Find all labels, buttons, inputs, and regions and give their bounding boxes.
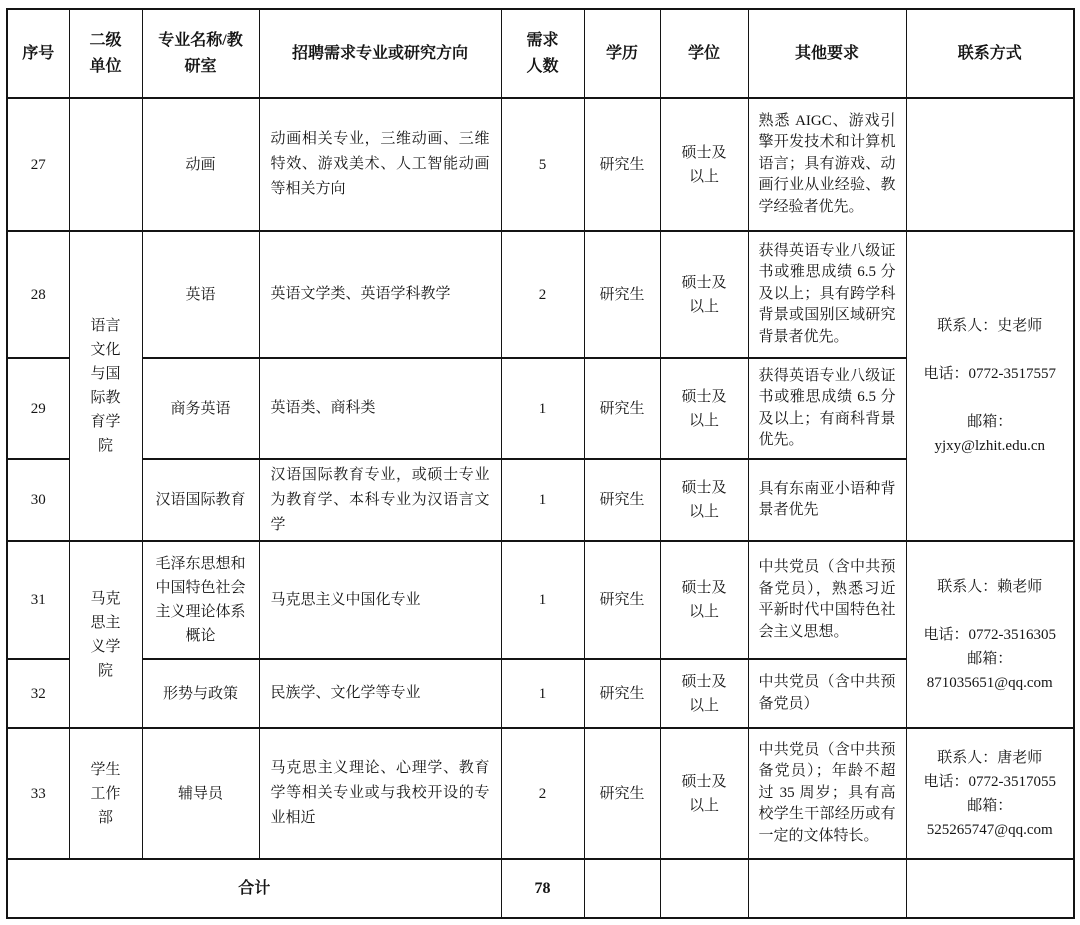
- cell-office: 形势与政策: [142, 659, 259, 728]
- cell-unit-empty: [69, 98, 142, 231]
- cell-count: 1: [501, 659, 584, 728]
- cell-degree: [660, 358, 748, 459]
- contact-phone: 电话：0772-3516305: [923, 626, 1056, 643]
- cell-office: 汉语国际教育: [142, 459, 259, 541]
- cell-contact-shi: [906, 231, 1074, 541]
- cell-degree: [660, 231, 748, 358]
- cell-no: 33: [7, 728, 69, 859]
- cell-other: 获得英语专业八级证书或雅思成绩 6.5 分及以上；有商科背景优先。: [748, 358, 906, 459]
- cell-major: 马克思主义中国化专业: [259, 541, 501, 659]
- unit-text: 马克思主义学院: [90, 590, 121, 679]
- total-count-cell: 78: [501, 859, 584, 918]
- total-row: [7, 859, 1074, 918]
- cell-contact-tang: [906, 728, 1074, 859]
- contact-email: 871035651@qq.com: [926, 674, 1053, 691]
- table-row: [7, 541, 1074, 659]
- cell-count: 2: [501, 728, 584, 859]
- cell-no: 27: [7, 98, 69, 231]
- contact-phone: 电话：0772-3517055: [923, 773, 1056, 790]
- degree-text: 硕士及以上: [681, 480, 727, 520]
- contact-person: 联系人：史老师: [937, 318, 1043, 334]
- cell-office: 动画: [142, 98, 259, 231]
- cell-education: 研究生: [584, 231, 660, 358]
- cell-other: 中共党员（含中共预备党员）；年龄不超过 35 周岁；具有高校学生干部经历或有一定的文体特长。: [748, 728, 906, 859]
- recruitment-table: [6, 8, 1075, 919]
- cell-other: 获得英语专业八级证书或雅思成绩 6.5 分及以上；具有跨学科背景或国别区域研究背景者优先。: [748, 231, 906, 358]
- contact-gap: [911, 338, 1070, 362]
- contact-person: 联系人：赖老师: [937, 578, 1043, 595]
- cell-education: 研究生: [584, 728, 660, 859]
- unit-text: 学生工作部: [90, 761, 121, 826]
- degree-text: 硕士及以上: [681, 580, 727, 620]
- cell-education: 研究生: [584, 541, 660, 659]
- cell-major: 英语文学类、英语学科教学: [259, 231, 501, 358]
- total-empty-education: [584, 859, 660, 918]
- degree-text: 硕士及以上: [681, 773, 727, 814]
- cell-other: 具有东南亚小语种背景者优先: [748, 459, 906, 541]
- header-count-label: 需求人数: [526, 31, 559, 75]
- cell-office: [142, 541, 259, 659]
- cell-education: 研究生: [584, 659, 660, 728]
- cell-other: 熟悉 AIGC、游戏引擎开发技术和计算机语言；具有游戏、动画行业从业经验、教学经验者优先。: [748, 98, 906, 231]
- contact-email: 525265747@qq.com: [926, 821, 1053, 838]
- cell-degree: [660, 659, 748, 728]
- header-unit: [69, 9, 142, 98]
- header-degree: 学位: [660, 9, 748, 98]
- cell-degree: [660, 459, 748, 541]
- header-education: 学历: [584, 9, 660, 98]
- total-empty-contact: [906, 859, 1074, 918]
- cell-other: 中共党员（含中共预备党员）: [748, 659, 906, 728]
- unit-text: 语言文化与国际教育学院: [90, 318, 121, 454]
- header-office-label: 专业名称/教研室: [158, 31, 243, 75]
- contact-person: 联系人：唐老师: [937, 749, 1043, 766]
- cell-major: 马克思主义理论、心理学、教育学等相关专业或与我校开设的专业相近: [259, 728, 501, 859]
- cell-education: 研究生: [584, 98, 660, 231]
- contact-email-label: 邮箱：: [967, 414, 1013, 430]
- cell-count: 1: [501, 358, 584, 459]
- cell-count: 1: [501, 541, 584, 659]
- cell-contact-empty: [906, 98, 1074, 231]
- cell-count: 2: [501, 231, 584, 358]
- cell-count: 1: [501, 459, 584, 541]
- cell-degree: [660, 98, 748, 231]
- cell-no: 28: [7, 231, 69, 358]
- total-empty-other: [748, 859, 906, 918]
- table-row: [7, 98, 1074, 231]
- table-row: [7, 728, 1074, 859]
- header-other: 其他要求: [748, 9, 906, 98]
- cell-degree: [660, 541, 748, 659]
- cell-unit-marx-college: [69, 541, 142, 728]
- header-office: [142, 9, 259, 98]
- contact-gap: [911, 599, 1070, 623]
- header-no: 序号: [7, 9, 69, 98]
- cell-unit-lang-college: [69, 231, 142, 541]
- cell-office: 英语: [142, 231, 259, 358]
- degree-text: 硕士及以上: [681, 388, 727, 429]
- cell-major: 英语类、商科类: [259, 358, 501, 459]
- degree-text: 硕士及以上: [681, 673, 727, 714]
- header-count: [501, 9, 584, 98]
- contact-email-label: 邮箱：: [967, 650, 1013, 667]
- table-row: [7, 231, 1074, 358]
- office-text: 毛泽东思想和中国特色社会主义理论体系概论: [155, 556, 246, 644]
- degree-text: 硕士及以上: [681, 144, 727, 185]
- contact-email: yjxy@lzhit.edu.cn: [934, 438, 1045, 454]
- cell-major: 汉语国际教育专业，或硕士专业为教育学、本科专业为汉语言文学: [259, 459, 501, 541]
- cell-no: 31: [7, 541, 69, 659]
- total-empty-degree: [660, 859, 748, 918]
- cell-no: 29: [7, 358, 69, 459]
- total-label-cell: 合计: [7, 859, 501, 918]
- cell-degree: [660, 728, 748, 859]
- cell-other: 中共党员（含中共预备党员），熟悉习近平新时代中国特色社会主义思想。: [748, 541, 906, 659]
- cell-major: 民族学、文化学等专业: [259, 659, 501, 728]
- header-row: [7, 9, 1074, 98]
- contact-email-label: 邮箱：: [967, 797, 1013, 814]
- cell-major: 动画相关专业，三维动画、三维特效、游戏美术、人工智能动画等相关方向: [259, 98, 501, 231]
- cell-education: 研究生: [584, 459, 660, 541]
- contact-phone: 电话：0772-3517557: [923, 366, 1056, 382]
- cell-office: 商务英语: [142, 358, 259, 459]
- cell-count: 5: [501, 98, 584, 231]
- cell-education: 研究生: [584, 358, 660, 459]
- degree-text: 硕士及以上: [681, 274, 727, 315]
- cell-unit-student-dept: [69, 728, 142, 859]
- cell-no: 32: [7, 659, 69, 728]
- cell-office: 辅导员: [142, 728, 259, 859]
- header-major: 招聘需求专业或研究方向: [259, 9, 501, 98]
- header-unit-label: 二级单位: [89, 31, 122, 75]
- cell-no: 30: [7, 459, 69, 541]
- cell-contact-lai: [906, 541, 1074, 728]
- header-contact: 联系方式: [906, 9, 1074, 98]
- contact-gap: [911, 386, 1070, 410]
